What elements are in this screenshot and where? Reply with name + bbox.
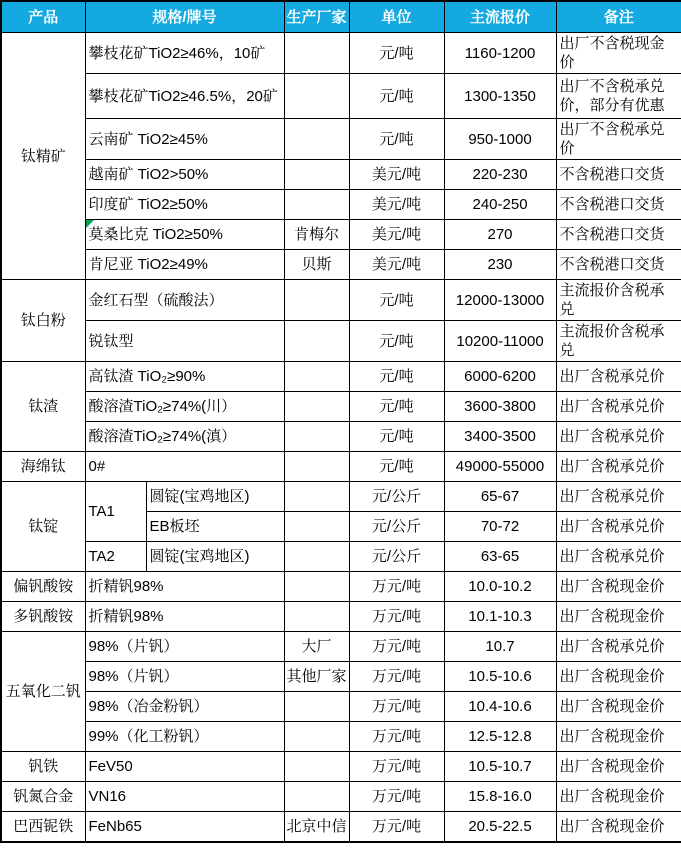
table-row <box>1 119 681 160</box>
maker-cell <box>284 512 349 542</box>
maker-cell: 北京中信 <box>284 812 349 842</box>
product-cell: 巴西铌铁 <box>1 812 85 842</box>
price-cell: 10200-11000 <box>444 321 556 362</box>
spec-cell: 印度矿 TiO2≥50% <box>85 190 284 220</box>
note-cell: 不含税港口交货 <box>556 190 681 220</box>
maker-cell <box>284 692 349 722</box>
unit-cell: 元/吨 <box>349 362 444 392</box>
maker-cell <box>284 280 349 321</box>
note-cell: 出厂含税承兑价 <box>556 512 681 542</box>
table-row <box>1 692 681 722</box>
spec-cell: VN16 <box>85 782 284 812</box>
table-row <box>1 752 681 782</box>
header-spec: 规格/牌号 <box>85 1 284 33</box>
unit-cell: 万元/吨 <box>349 662 444 692</box>
maker-cell <box>284 33 349 74</box>
unit-cell: 元/吨 <box>349 392 444 422</box>
spec-cell: 98%（片钒） <box>85 662 284 692</box>
spec-cell: 攀枝花矿TiO2≥46.5%，20矿 <box>85 74 284 119</box>
unit-cell: 元/公斤 <box>349 482 444 512</box>
spec-cell: 98%（片钒） <box>85 632 284 662</box>
maker-cell <box>284 452 349 482</box>
price-cell: 70-72 <box>444 512 556 542</box>
spec-cell: 高钛渣 TiO₂≥90% <box>85 362 284 392</box>
maker-cell: 其他厂家 <box>284 662 349 692</box>
maker-cell <box>284 119 349 160</box>
spec-cell: 折精钒98% <box>85 572 284 602</box>
price-cell: 10.5-10.7 <box>444 752 556 782</box>
spec-cell <box>85 220 284 250</box>
product-cell: 钒氮合金 <box>1 782 85 812</box>
table-row <box>1 542 681 572</box>
note-cell: 出厂含税承兑价 <box>556 392 681 422</box>
price-cell: 65-67 <box>444 482 556 512</box>
note-cell: 出厂含税承兑价 <box>556 632 681 662</box>
note-cell: 出厂不含税承兑价，部分有优惠 <box>556 74 681 119</box>
maker-cell: 肯梅尔 <box>284 220 349 250</box>
spec-cell: 圆锭(宝鸡地区) <box>146 482 284 512</box>
table-row <box>1 74 681 119</box>
table-row <box>1 250 681 280</box>
price-cell: 10.1-10.3 <box>444 602 556 632</box>
unit-cell: 美元/吨 <box>349 160 444 190</box>
note-cell: 出厂含税承兑价 <box>556 452 681 482</box>
note-cell: 出厂含税现金价 <box>556 782 681 812</box>
product-cell: 多钒酸铵 <box>1 602 85 632</box>
product-cell: 五氧化二钒 <box>1 632 85 752</box>
spec-cell: 攀枝花矿TiO2≥46%，10矿 <box>85 33 284 74</box>
maker-cell <box>284 752 349 782</box>
table-row <box>1 160 681 190</box>
price-cell: 15.8-16.0 <box>444 782 556 812</box>
table-row <box>1 722 681 752</box>
note-cell: 出厂含税现金价 <box>556 752 681 782</box>
spec-cell: 越南矿 TiO2>50% <box>85 160 284 190</box>
spec-cell: 98%（冶金粉钒） <box>85 692 284 722</box>
price-cell: 6000-6200 <box>444 362 556 392</box>
price-cell: 10.4-10.6 <box>444 692 556 722</box>
unit-cell: 元/吨 <box>349 74 444 119</box>
maker-cell <box>284 190 349 220</box>
spec-cell: 酸溶渣TiO₂≥74%(滇） <box>85 422 284 452</box>
price-cell: 63-65 <box>444 542 556 572</box>
maker-cell <box>284 482 349 512</box>
price-cell: 12.5-12.8 <box>444 722 556 752</box>
unit-cell: 万元/吨 <box>349 572 444 602</box>
unit-cell: 元/公斤 <box>349 542 444 572</box>
table-row <box>1 190 681 220</box>
header-product: 产品 <box>1 1 85 33</box>
unit-cell: 万元/吨 <box>349 812 444 842</box>
unit-cell: 美元/吨 <box>349 250 444 280</box>
note-cell: 出厂含税承兑价 <box>556 422 681 452</box>
table-row <box>1 662 681 692</box>
table-row <box>1 321 681 362</box>
note-cell: 主流报价含税承兑 <box>556 321 681 362</box>
table-row <box>1 632 681 662</box>
unit-cell: 万元/吨 <box>349 752 444 782</box>
header-note: 备注 <box>556 1 681 33</box>
grade-cell: TA2 <box>85 542 146 572</box>
note-cell: 出厂不含税现金价 <box>556 33 681 74</box>
maker-cell <box>284 782 349 812</box>
price-cell: 12000-13000 <box>444 280 556 321</box>
maker-cell <box>284 362 349 392</box>
table-row <box>1 220 681 250</box>
product-cell: 钛精矿 <box>1 33 85 280</box>
unit-cell: 万元/吨 <box>349 632 444 662</box>
table-row <box>1 602 681 632</box>
price-cell: 950-1000 <box>444 119 556 160</box>
note-cell: 出厂含税现金价 <box>556 602 681 632</box>
product-cell: 钛白粉 <box>1 280 85 362</box>
maker-cell <box>284 392 349 422</box>
spec-cell: 酸溶渣TiO₂≥74%(川） <box>85 392 284 422</box>
spec-cell: 0# <box>85 452 284 482</box>
table-row <box>1 812 681 842</box>
table-row <box>1 452 681 482</box>
unit-cell: 元/吨 <box>349 321 444 362</box>
price-cell: 10.7 <box>444 632 556 662</box>
maker-cell <box>284 321 349 362</box>
maker-cell <box>284 572 349 602</box>
note-cell: 主流报价含税承兑 <box>556 280 681 321</box>
price-cell: 3600-3800 <box>444 392 556 422</box>
spec-cell: FeNb65 <box>85 812 284 842</box>
spec-cell: 肯尼亚 TiO2≥49% <box>85 250 284 280</box>
maker-cell <box>284 722 349 752</box>
unit-cell: 万元/吨 <box>349 692 444 722</box>
unit-cell: 元/吨 <box>349 119 444 160</box>
price-cell: 10.5-10.6 <box>444 662 556 692</box>
maker-cell: 贝斯 <box>284 250 349 280</box>
price-cell: 1300-1350 <box>444 74 556 119</box>
note-cell: 不含税港口交货 <box>556 220 681 250</box>
unit-cell: 美元/吨 <box>349 220 444 250</box>
table-row <box>1 422 681 452</box>
price-cell: 270 <box>444 220 556 250</box>
table-row <box>1 280 681 321</box>
maker-cell <box>284 542 349 572</box>
table-row <box>1 33 681 74</box>
note-cell: 出厂含税现金价 <box>556 692 681 722</box>
maker-cell <box>284 160 349 190</box>
table-row <box>1 482 681 512</box>
spec-cell: 金红石型（硫酸法） <box>85 280 284 321</box>
product-cell: 海绵钛 <box>1 452 85 482</box>
spec-cell: 99%（化工粉钒） <box>85 722 284 752</box>
table-row <box>1 362 681 392</box>
product-cell: 钒铁 <box>1 752 85 782</box>
note-cell: 出厂含税承兑价 <box>556 542 681 572</box>
unit-cell: 万元/吨 <box>349 782 444 812</box>
spec-cell: 折精钒98% <box>85 602 284 632</box>
price-cell: 3400-3500 <box>444 422 556 452</box>
comment-indicator-icon <box>86 220 94 228</box>
table-row <box>1 392 681 422</box>
price-cell: 240-250 <box>444 190 556 220</box>
grade-cell: TA1 <box>85 482 146 542</box>
price-cell: 220-230 <box>444 160 556 190</box>
note-cell: 出厂含税现金价 <box>556 722 681 752</box>
price-cell: 10.0-10.2 <box>444 572 556 602</box>
unit-cell: 美元/吨 <box>349 190 444 220</box>
unit-cell: 万元/吨 <box>349 602 444 632</box>
spec-cell: 圆锭(宝鸡地区) <box>146 542 284 572</box>
unit-cell: 元/吨 <box>349 452 444 482</box>
header-unit: 单位 <box>349 1 444 33</box>
note-cell: 不含税港口交货 <box>556 160 681 190</box>
note-cell: 出厂含税承兑价 <box>556 482 681 512</box>
unit-cell: 元/吨 <box>349 33 444 74</box>
spec-cell: 锐钛型 <box>85 321 284 362</box>
spec-text: 莫桑比克 TiO2≥50% <box>88 226 223 243</box>
price-cell: 49000-55000 <box>444 452 556 482</box>
spec-cell: FeV50 <box>85 752 284 782</box>
note-cell: 出厂含税现金价 <box>556 662 681 692</box>
price-cell: 20.5-22.5 <box>444 812 556 842</box>
note-cell: 出厂含税现金价 <box>556 572 681 602</box>
note-cell: 出厂含税现金价 <box>556 812 681 842</box>
maker-cell <box>284 74 349 119</box>
spec-cell: 云南矿 TiO2≥45% <box>85 119 284 160</box>
product-cell: 钛渣 <box>1 362 85 452</box>
unit-cell: 元/公斤 <box>349 512 444 542</box>
note-cell: 不含税港口交货 <box>556 250 681 280</box>
unit-cell: 万元/吨 <box>349 722 444 752</box>
maker-cell: 大厂 <box>284 632 349 662</box>
product-cell: 钛锭 <box>1 482 85 572</box>
price-cell: 1160-1200 <box>444 33 556 74</box>
price-cell: 230 <box>444 250 556 280</box>
unit-cell: 元/吨 <box>349 422 444 452</box>
unit-cell: 元/吨 <box>349 280 444 321</box>
note-cell: 出厂不含税承兑价 <box>556 119 681 160</box>
maker-cell <box>284 602 349 632</box>
table-row <box>1 572 681 602</box>
product-cell: 偏钒酸铵 <box>1 572 85 602</box>
table-row <box>1 782 681 812</box>
maker-cell <box>284 422 349 452</box>
note-cell: 出厂含税承兑价 <box>556 362 681 392</box>
header-maker: 生产厂家 <box>284 1 349 33</box>
header-row <box>1 1 681 33</box>
spec-cell: EB板坯 <box>146 512 284 542</box>
header-price: 主流报价 <box>444 1 556 33</box>
